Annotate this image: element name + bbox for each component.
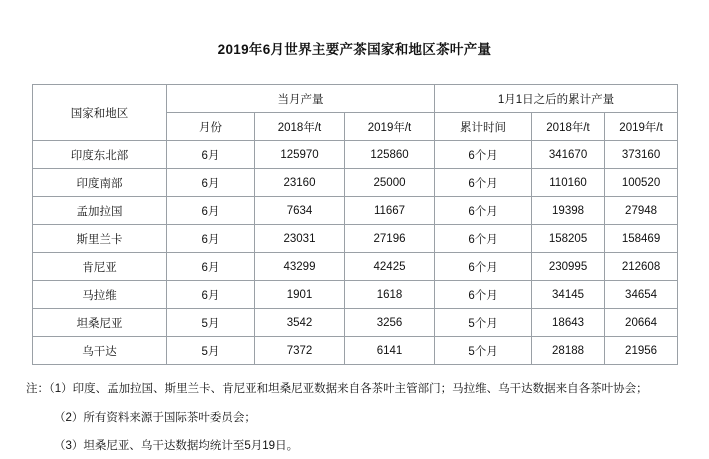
cell-period: 5个月 xyxy=(435,337,532,365)
cell-monthly-2018: 23160 xyxy=(255,169,345,197)
header-monthly-2019: 2019年/t xyxy=(345,113,435,141)
cell-cumulative-2019: 158469 xyxy=(605,225,678,253)
table-group-header-row xyxy=(33,85,678,113)
header-cumulative-output: 1月1日之后的累计产量 xyxy=(435,85,678,113)
header-country: 国家和地区 xyxy=(33,85,167,141)
cell-month: 5月 xyxy=(167,337,255,365)
page-title: 2019年6月世界主要产茶国家和地区茶叶产量 xyxy=(217,42,492,57)
header-month: 月份 xyxy=(167,113,255,141)
cell-period: 6个月 xyxy=(435,141,532,169)
cell-monthly-2019: 1618 xyxy=(345,281,435,309)
cell-month: 6月 xyxy=(167,197,255,225)
cell-month: 6月 xyxy=(167,169,255,197)
cell-cumulative-2018: 230995 xyxy=(532,253,605,281)
cell-cumulative-2018: 110160 xyxy=(532,169,605,197)
cell-cumulative-2018: 28188 xyxy=(532,337,605,365)
cell-country: 坦桑尼亚 xyxy=(33,309,167,337)
cell-monthly-2018: 7372 xyxy=(255,337,345,365)
cell-country: 印度东北部 xyxy=(33,141,167,169)
cell-cumulative-2018: 158205 xyxy=(532,225,605,253)
notes-label: 注： xyxy=(26,383,49,395)
cell-month: 6月 xyxy=(167,281,255,309)
table-row xyxy=(33,225,678,253)
cell-cumulative-2018: 19398 xyxy=(532,197,605,225)
note-line-3 xyxy=(26,440,709,453)
cell-period: 6个月 xyxy=(435,169,532,197)
table-row xyxy=(33,337,678,365)
table-body xyxy=(33,141,678,365)
cell-cumulative-2018: 34145 xyxy=(532,281,605,309)
cell-monthly-2019: 25000 xyxy=(345,169,435,197)
cell-country: 马拉维 xyxy=(33,281,167,309)
cell-cumulative-2019: 21956 xyxy=(605,337,678,365)
table-row xyxy=(33,309,678,337)
cell-monthly-2018: 23031 xyxy=(255,225,345,253)
table-row xyxy=(33,281,678,309)
notes-section xyxy=(26,383,709,453)
cell-month: 6月 xyxy=(167,225,255,253)
cell-country: 乌干达 xyxy=(33,337,167,365)
note-item-1: （1）印度、孟加拉国、斯里兰卡、肯尼亚和坦桑尼亚数据来自各茶叶主管部门；马拉维、乌干达数据来自各茶叶协会； xyxy=(49,383,648,395)
cell-monthly-2019: 11667 xyxy=(345,197,435,225)
cell-monthly-2019: 6141 xyxy=(345,337,435,365)
cell-month: 5月 xyxy=(167,309,255,337)
note-item-3: （3）坦桑尼亚、乌干达数据均统计至5月19日。 xyxy=(54,440,299,453)
header-cumulative-2018: 2018年/t xyxy=(532,113,605,141)
cell-cumulative-2019: 27948 xyxy=(605,197,678,225)
cell-monthly-2018: 125970 xyxy=(255,141,345,169)
note-item-2: （2）所有资料来源于国际茶叶委员会； xyxy=(54,411,256,424)
note-line-1 xyxy=(26,383,709,396)
header-monthly-output: 当月产量 xyxy=(167,85,435,113)
cell-monthly-2019: 27196 xyxy=(345,225,435,253)
cell-country: 印度南部 xyxy=(33,169,167,197)
cell-cumulative-2019: 373160 xyxy=(605,141,678,169)
cell-country: 肯尼亚 xyxy=(33,253,167,281)
note-line-2 xyxy=(26,412,709,425)
table-row xyxy=(33,169,678,197)
cell-monthly-2018: 7634 xyxy=(255,197,345,225)
cell-country: 孟加拉国 xyxy=(33,197,167,225)
cell-cumulative-2019: 20664 xyxy=(605,309,678,337)
cell-country: 斯里兰卡 xyxy=(33,225,167,253)
cell-monthly-2019: 3256 xyxy=(345,309,435,337)
cell-monthly-2018: 3542 xyxy=(255,309,345,337)
header-cumulative-2019: 2019年/t xyxy=(605,113,678,141)
cell-period: 5个月 xyxy=(435,309,532,337)
table-header xyxy=(33,85,678,141)
table-row xyxy=(33,141,678,169)
cell-cumulative-2019: 212608 xyxy=(605,253,678,281)
cell-cumulative-2019: 100520 xyxy=(605,169,678,197)
cell-month: 6月 xyxy=(167,253,255,281)
table-row xyxy=(33,197,678,225)
cell-monthly-2019: 42425 xyxy=(345,253,435,281)
cell-period: 6个月 xyxy=(435,225,532,253)
cell-period: 6个月 xyxy=(435,281,532,309)
cell-period: 6个月 xyxy=(435,253,532,281)
cell-cumulative-2018: 341670 xyxy=(532,141,605,169)
header-period: 累计时间 xyxy=(435,113,532,141)
cell-monthly-2018: 1901 xyxy=(255,281,345,309)
cell-monthly-2018: 43299 xyxy=(255,253,345,281)
cell-cumulative-2019: 34654 xyxy=(605,281,678,309)
table-container xyxy=(32,84,677,365)
cell-cumulative-2018: 18643 xyxy=(532,309,605,337)
cell-month: 6月 xyxy=(167,141,255,169)
cell-period: 6个月 xyxy=(435,197,532,225)
tea-production-table xyxy=(32,84,678,365)
header-monthly-2018: 2018年/t xyxy=(255,113,345,141)
cell-monthly-2019: 125860 xyxy=(345,141,435,169)
table-row xyxy=(33,253,678,281)
